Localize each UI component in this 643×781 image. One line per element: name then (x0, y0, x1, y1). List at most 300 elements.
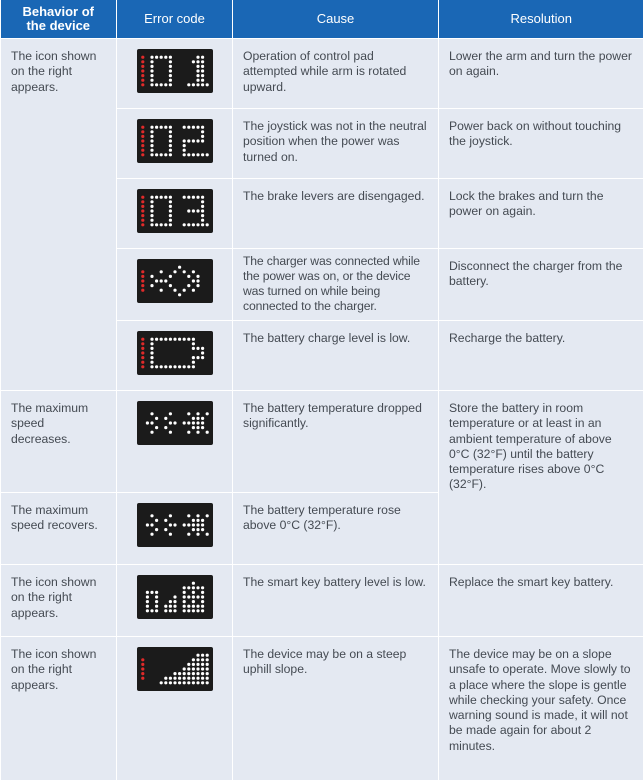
lcd-dot (187, 609, 190, 612)
lcd-dot (150, 514, 153, 517)
lcd-dot (141, 196, 144, 199)
lcd-dot (201, 126, 204, 129)
lcd-dot (201, 658, 204, 661)
behavior-cell: The maximum speed recovers. (1, 493, 117, 565)
lcd-dot (150, 342, 153, 345)
lcd-dot (145, 595, 148, 598)
lcd-dot (159, 153, 162, 156)
resolution-cell: The device may be on a slope unsafe to operate. Move slowly to a place where the slope is gentle while checking your safety. Once warning sound is made, it will not be made again for about 2 minutes. (439, 637, 643, 781)
lcd-dot (191, 153, 194, 156)
lcd-dot (201, 200, 204, 203)
lcd-dot (187, 284, 190, 287)
lcd-dot (191, 209, 194, 212)
lcd-dot (173, 289, 176, 292)
lcd-dot (155, 528, 158, 531)
lcd-dot (201, 519, 204, 522)
lcd-dot (191, 600, 194, 603)
behavior-cell: The icon shown on the right appears. (1, 565, 117, 637)
lcd-dot (155, 426, 158, 429)
lcd-dot (201, 83, 204, 86)
lcd-dot (196, 347, 199, 350)
lcd-dot (168, 523, 171, 526)
lcd-dot (150, 351, 153, 354)
lcd-dot (201, 153, 204, 156)
lcd-dot (187, 338, 190, 341)
lcd-dot (168, 65, 171, 68)
lcd-dot (168, 144, 171, 147)
lcd-dot (205, 412, 208, 415)
lcd-dot (150, 591, 153, 594)
lcd-dot (182, 681, 185, 684)
lcd-dot (191, 139, 194, 142)
lcd-dot (141, 69, 144, 72)
lcd-dot (164, 56, 167, 59)
code-cell (117, 179, 233, 249)
lcd-dot (150, 275, 153, 278)
behavior-cell: The icon shown on the right appears. (1, 637, 117, 781)
lcd-dot (178, 681, 181, 684)
lcd-dot (141, 275, 144, 278)
resolution-cell: Store the battery in room temperature or at least in an ambient temperature of above 0°C (32°F) until the battery temperature rises above 0°C (32°F). (439, 391, 643, 565)
lcd-dot (201, 417, 204, 420)
lcd-dot (196, 523, 199, 526)
lcd-dot (196, 209, 199, 212)
lcd-dot (182, 600, 185, 603)
lcd-dot (150, 79, 153, 82)
lcd-dot (141, 663, 144, 666)
lcd-dot (155, 605, 158, 608)
lcd-dot (196, 74, 199, 77)
table-row (1, 39, 643, 109)
lcd-dot (159, 681, 162, 684)
lcd-dot (182, 605, 185, 608)
charger-connected-icon (137, 259, 213, 303)
lcd-dot (164, 681, 167, 684)
lcd-dot (205, 681, 208, 684)
lcd-dot (173, 365, 176, 368)
lcd-dot (168, 600, 171, 603)
lcd-dot (168, 79, 171, 82)
code-cell (117, 493, 233, 565)
header-error-code: Error code (117, 0, 233, 39)
lcd-dot (141, 219, 144, 222)
lcd-dot (173, 681, 176, 684)
lcd-dot (201, 586, 204, 589)
lcd-dot (201, 79, 204, 82)
lcd-dot (141, 56, 144, 59)
lcd-dot (196, 412, 199, 415)
lcd-dot (145, 605, 148, 608)
lcd-dot (201, 600, 204, 603)
lcd-dot (191, 426, 194, 429)
lcd-dot (196, 533, 199, 536)
lcd-dot (196, 654, 199, 657)
lcd-dot (191, 591, 194, 594)
lcd-dot (168, 681, 171, 684)
code-cell (117, 39, 233, 109)
lcd-dot (168, 60, 171, 63)
lcd-dot (168, 205, 171, 208)
lcd-dot (187, 412, 190, 415)
code-cell (117, 391, 233, 493)
lcd-dot (155, 519, 158, 522)
lcd-dot (141, 347, 144, 350)
lcd-dot (164, 83, 167, 86)
lcd-dot (196, 672, 199, 675)
battery-warm-icon (137, 503, 213, 547)
lcd-dot (159, 56, 162, 59)
lcd-dot (150, 347, 153, 350)
lcd-dot (168, 677, 171, 680)
lcd-dot (150, 412, 153, 415)
lcd-dot (196, 56, 199, 59)
lcd-dot (187, 139, 190, 142)
lcd-dot (141, 356, 144, 359)
lcd-dot (168, 214, 171, 217)
lcd-dot (196, 514, 199, 517)
lcd-dot (196, 663, 199, 666)
lcd-dot (196, 79, 199, 82)
lcd-dot (141, 135, 144, 138)
table-row (1, 565, 643, 637)
lcd-dot (191, 672, 194, 675)
lcd-dot (201, 223, 204, 226)
lcd-dot (155, 365, 158, 368)
lcd-dot (187, 672, 190, 675)
lcd-dot (164, 153, 167, 156)
lcd-dot (201, 672, 204, 675)
smart-key-battery-low-icon (137, 575, 213, 619)
lcd-dot (173, 672, 176, 675)
lcd-dot (168, 284, 171, 287)
lcd-dot (168, 83, 171, 86)
lcd-dot (196, 417, 199, 420)
lcd-dot (141, 130, 144, 133)
lcd-dot (159, 289, 162, 292)
lcd-dot (145, 600, 148, 603)
lcd-dot (191, 338, 194, 341)
lcd-dot (141, 658, 144, 661)
lcd-dot (155, 196, 158, 199)
lcd-dot (205, 654, 208, 657)
lcd-dot (168, 74, 171, 77)
cause-cell: The brake levers are disengaged. (233, 179, 439, 249)
lcd-dot (191, 681, 194, 684)
lcd-dot (150, 205, 153, 208)
lcd-dot (173, 523, 176, 526)
lcd-dot (168, 130, 171, 133)
lcd-dot (182, 139, 185, 142)
lcd-dot (196, 284, 199, 287)
lcd-dot (191, 347, 194, 350)
lcd-dot (187, 677, 190, 680)
lcd-dot (150, 130, 153, 133)
lcd-dot (201, 609, 204, 612)
lcd-dot (182, 126, 185, 129)
lcd-dot (201, 523, 204, 526)
lcd-dot (150, 74, 153, 77)
lcd-dot (205, 223, 208, 226)
cause-cell: The battery temperature dropped significantly. (233, 391, 439, 493)
lcd-dot (141, 677, 144, 680)
lcd-dot (205, 431, 208, 434)
lcd-dot (191, 289, 194, 292)
lcd-dot (191, 60, 194, 63)
lcd-dot (168, 219, 171, 222)
lcd-dot (201, 654, 204, 657)
lcd-dot (187, 514, 190, 517)
lcd-dot (191, 663, 194, 666)
resolution-cell: Lower the arm and turn the power on again. (439, 39, 643, 109)
lcd-dot (187, 223, 190, 226)
lcd-dot (182, 270, 185, 273)
lcd-dot (141, 223, 144, 226)
lcd-dot (141, 126, 144, 129)
battery-low-icon (137, 331, 213, 375)
lcd-dot (173, 600, 176, 603)
lcd-dot (173, 609, 176, 612)
lcd-dot (191, 342, 194, 345)
lcd-dot (173, 595, 176, 598)
lcd-dot (187, 421, 190, 424)
lcd-dot (201, 74, 204, 77)
lcd-dot (150, 431, 153, 434)
lcd-dot (187, 523, 190, 526)
lcd-dot (155, 153, 158, 156)
cause-cell: The battery temperature rose above 0°C (32°F). (233, 493, 439, 565)
lcd-dot (168, 514, 171, 517)
lcd-dot (150, 144, 153, 147)
lcd-dot (201, 139, 204, 142)
error-01-icon (137, 49, 213, 93)
lcd-dot (191, 582, 194, 585)
lcd-dot (205, 514, 208, 517)
lcd-dot (150, 209, 153, 212)
lcd-dot (187, 83, 190, 86)
lcd-dot (141, 365, 144, 368)
lcd-dot (201, 65, 204, 68)
lcd-dot (141, 338, 144, 341)
lcd-dot (191, 83, 194, 86)
lcd-dot (150, 196, 153, 199)
lcd-dot (150, 219, 153, 222)
lcd-dot (150, 83, 153, 86)
lcd-dot (150, 60, 153, 63)
lcd-dot (141, 209, 144, 212)
lcd-dot (150, 356, 153, 359)
lcd-dot (155, 126, 158, 129)
lcd-dot (201, 214, 204, 217)
lcd-dot (201, 60, 204, 63)
lcd-dot (155, 83, 158, 86)
lcd-dot (196, 65, 199, 68)
lcd-dot (150, 533, 153, 536)
lcd-dot (182, 595, 185, 598)
table-row (1, 637, 643, 781)
lcd-dot (182, 144, 185, 147)
lcd-dot (205, 677, 208, 680)
lcd-dot (196, 153, 199, 156)
lcd-dot (141, 672, 144, 675)
header-behavior: Behavior of the device (1, 0, 117, 39)
lcd-dot (173, 270, 176, 273)
lcd-dot (141, 200, 144, 203)
lcd-dot (150, 609, 153, 612)
lcd-dot (187, 126, 190, 129)
lcd-dot (201, 528, 204, 531)
lcd-dot (168, 209, 171, 212)
lcd-dot (155, 223, 158, 226)
lcd-dot (145, 421, 148, 424)
lcd-dot (141, 361, 144, 364)
lcd-dot (168, 609, 171, 612)
lcd-dot (168, 275, 171, 278)
header-cause: Cause (233, 0, 439, 39)
lcd-dot (168, 56, 171, 59)
lcd-dot (187, 275, 190, 278)
lcd-dot (201, 219, 204, 222)
lcd-dot (191, 605, 194, 608)
lcd-dot (191, 658, 194, 661)
lcd-dot (196, 69, 199, 72)
lcd-dot (178, 266, 181, 269)
cause-cell: The battery charge level is low. (233, 321, 439, 391)
behavior-cell: The maximum speed decreases. (1, 391, 117, 493)
lcd-dot (164, 609, 167, 612)
steep-slope-icon (137, 647, 213, 691)
lcd-dot (201, 591, 204, 594)
lcd-dot (164, 223, 167, 226)
lcd-dot (191, 356, 194, 359)
lcd-dot (164, 126, 167, 129)
lcd-dot (150, 223, 153, 226)
resolution-cell: Power back on without touching the joystick. (439, 109, 643, 179)
lcd-dot (187, 605, 190, 608)
lcd-dot (201, 130, 204, 133)
lcd-dot (196, 431, 199, 434)
lcd-dot (159, 223, 162, 226)
lcd-dot (187, 586, 190, 589)
code-cell (117, 249, 233, 321)
lcd-dot (150, 338, 153, 341)
lcd-dot (150, 365, 153, 368)
lcd-dot (196, 275, 199, 278)
lcd-dot (173, 338, 176, 341)
lcd-dot (201, 681, 204, 684)
lcd-dot (191, 677, 194, 680)
lcd-dot (159, 365, 162, 368)
resolution-cell: Replace the smart key battery. (439, 565, 643, 637)
lcd-dot (159, 126, 162, 129)
cause-cell: The smart key battery level is low. (233, 565, 439, 637)
lcd-dot (196, 223, 199, 226)
battery-cold-icon (137, 401, 213, 445)
lcd-dot (141, 667, 144, 670)
lcd-dot (191, 528, 194, 531)
lcd-dot (168, 338, 171, 341)
lcd-dot (201, 209, 204, 212)
lcd-dot (187, 595, 190, 598)
header-resolution: Resolution (439, 0, 643, 39)
lcd-dot (205, 533, 208, 536)
lcd-dot (196, 586, 199, 589)
lcd-dot (168, 153, 171, 156)
lcd-dot (178, 672, 181, 675)
lcd-dot (168, 431, 171, 434)
lcd-dot (141, 60, 144, 63)
lcd-dot (164, 528, 167, 531)
lcd-dot (196, 421, 199, 424)
lcd-dot (159, 270, 162, 273)
lcd-dot (187, 153, 190, 156)
lcd-dot (173, 677, 176, 680)
lcd-dot (164, 279, 167, 282)
lcd-dot (201, 135, 204, 138)
lcd-dot (196, 519, 199, 522)
resolution-cell: Recharge the battery. (439, 321, 643, 391)
lcd-dot (141, 149, 144, 152)
lcd-dot (155, 600, 158, 603)
lcd-dot (196, 667, 199, 670)
lcd-dot (141, 351, 144, 354)
resolution-cell: Lock the brakes and turn the power on again. (439, 179, 643, 249)
lcd-dot (141, 83, 144, 86)
lcd-dot (201, 356, 204, 359)
code-cell (117, 109, 233, 179)
lcd-dot (182, 149, 185, 152)
lcd-dot (178, 338, 181, 341)
lcd-dot (168, 421, 171, 424)
lcd-dot (201, 421, 204, 424)
lcd-dot (150, 153, 153, 156)
lcd-dot (150, 421, 153, 424)
lcd-dot (196, 196, 199, 199)
cause-cell: Operation of control pad attempted while arm is rotated upward. (233, 39, 439, 109)
lcd-dot (150, 135, 153, 138)
lcd-dot (205, 658, 208, 661)
lcd-dot (150, 139, 153, 142)
lcd-dot (182, 672, 185, 675)
lcd-dot (196, 605, 199, 608)
lcd-dot (187, 533, 190, 536)
lcd-dot (196, 681, 199, 684)
lcd-dot (168, 139, 171, 142)
lcd-dot (182, 289, 185, 292)
lcd-dot (196, 126, 199, 129)
lcd-dot (191, 270, 194, 273)
lcd-dot (201, 667, 204, 670)
lcd-dot (168, 69, 171, 72)
lcd-dot (191, 365, 194, 368)
lcd-dot (182, 523, 185, 526)
lcd-dot (150, 214, 153, 217)
lcd-dot (191, 523, 194, 526)
cause-cell: The device may be on a steep uphill slope. (233, 637, 439, 781)
lcd-dot (196, 677, 199, 680)
lcd-dot (141, 289, 144, 292)
lcd-dot (159, 196, 162, 199)
lcd-dot (150, 284, 153, 287)
lcd-dot (182, 223, 185, 226)
lcd-dot (182, 421, 185, 424)
lcd-dot (191, 279, 194, 282)
lcd-dot (164, 426, 167, 429)
lcd-dot (191, 223, 194, 226)
lcd-dot (196, 60, 199, 63)
lcd-dot (187, 365, 190, 368)
lcd-dot (187, 431, 190, 434)
lcd-dot (173, 605, 176, 608)
